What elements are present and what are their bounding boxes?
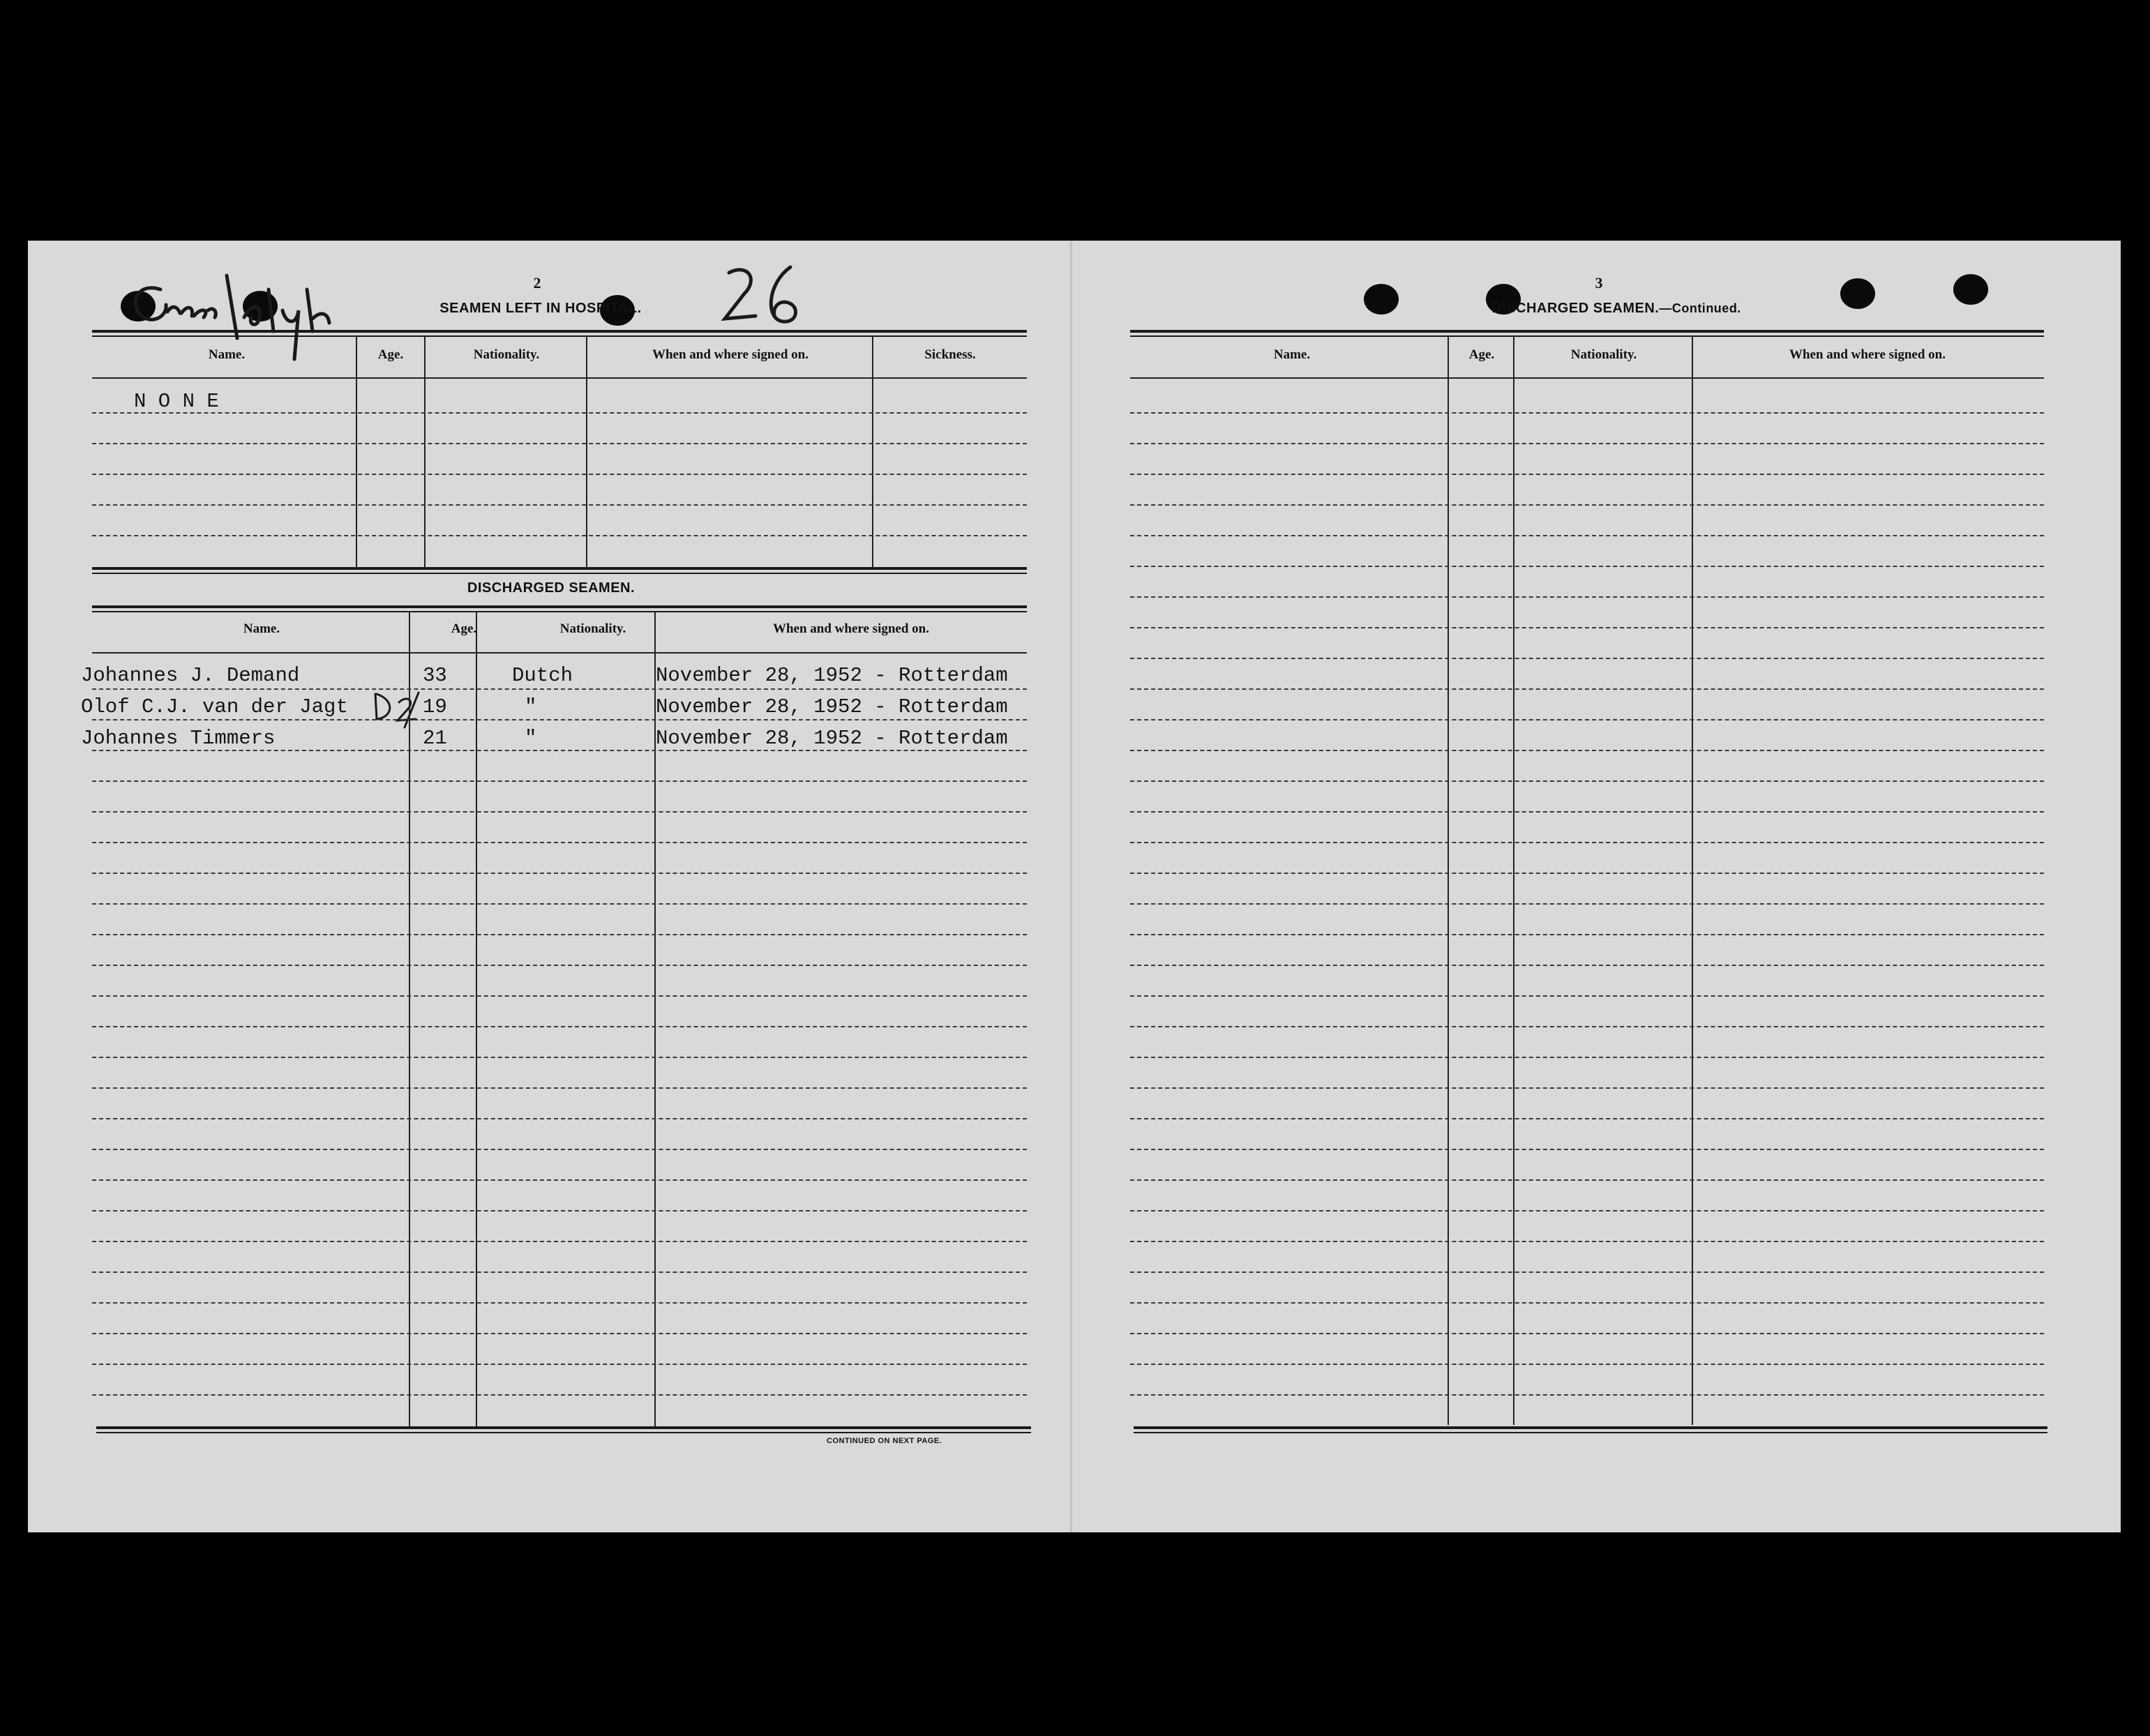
manifest-sheet <box>28 241 2121 1532</box>
ruled-line <box>92 1149 1027 1150</box>
ruled-line <box>92 780 1027 782</box>
ruled-line <box>92 1394 1027 1396</box>
discharged-section-title: DISCHARGED SEAMEN. <box>467 580 636 596</box>
ruled-line <box>1130 658 2044 659</box>
ruled-line <box>92 811 1027 813</box>
seaman-nationality: " <box>525 695 537 718</box>
column-header-name: Name. <box>208 347 246 362</box>
column-header-name: Name. <box>243 621 280 636</box>
ruled-line <box>1130 1118 2044 1119</box>
ruled-line <box>1130 443 2044 444</box>
ruled-line <box>1130 474 2044 475</box>
seaman-name: Johannes Timmers <box>81 727 276 750</box>
column-header-nationality: Nationality. <box>559 621 626 636</box>
ruled-line <box>92 1179 1027 1181</box>
title-text: DISCHARGED SEAMEN. <box>1491 301 1660 316</box>
ruled-line <box>1130 750 2044 751</box>
ruled-line <box>92 1087 1027 1089</box>
column-header-age: Age. <box>1468 347 1495 362</box>
ruled-line <box>1130 965 2044 966</box>
ruled-line <box>1130 1026 2044 1027</box>
ruled-line <box>1130 412 2044 414</box>
ruled-line <box>92 1333 1027 1334</box>
ruled-line <box>92 1057 1027 1058</box>
title-suffix: —Continued. <box>1659 301 1741 315</box>
ruled-line <box>92 1118 1027 1119</box>
ruled-line <box>92 1271 1027 1273</box>
seaman-signed-on: November 28, 1952 - Rotterdam <box>656 695 1008 718</box>
ruled-line <box>1130 1333 2044 1334</box>
column-header-nationality: Nationality. <box>1570 347 1637 362</box>
ruled-line <box>1130 688 2044 690</box>
column-header-sickness: Sickness. <box>924 347 976 362</box>
ruled-line <box>1130 842 2044 843</box>
ruled-line <box>1130 780 2044 782</box>
ruled-line <box>1130 1241 2044 1242</box>
ruled-line <box>1130 627 2044 628</box>
column-header-signed-on: When and where signed on. <box>772 621 929 636</box>
ruled-line <box>92 1302 1027 1304</box>
ruled-line <box>92 719 1027 720</box>
ruled-line <box>1130 1210 2044 1212</box>
page-number: 3 <box>1595 274 1603 292</box>
ruled-line <box>1130 566 2044 567</box>
ruled-line <box>1130 596 2044 598</box>
ruled-line <box>92 1210 1027 1212</box>
right-page <box>1072 241 2121 1532</box>
column-header-name: Name. <box>1273 347 1311 362</box>
ruled-line <box>92 873 1027 874</box>
ruled-line <box>92 965 1027 966</box>
column-header-nationality: Nationality. <box>473 347 540 362</box>
seaman-signed-on: November 28, 1952 - Rotterdam <box>656 664 1008 687</box>
ruled-line <box>1130 903 2044 905</box>
ruled-line <box>92 903 1027 905</box>
ruled-line <box>1130 535 2044 536</box>
ruled-line <box>1130 1057 2044 1058</box>
ruled-line <box>92 1241 1027 1242</box>
ruled-line <box>92 1364 1027 1365</box>
ruled-line <box>1130 1179 2044 1181</box>
seaman-name: Johannes J. Demand <box>81 664 300 687</box>
ruled-line <box>92 934 1027 935</box>
ruled-line <box>1130 1087 2044 1089</box>
ruled-line <box>1130 1149 2044 1150</box>
page-number: 2 <box>533 274 541 292</box>
ruled-line <box>92 750 1027 751</box>
ruled-line <box>1130 1271 2044 1273</box>
ruled-line <box>1130 504 2044 506</box>
ruled-line <box>92 1026 1027 1027</box>
ruled-line <box>1130 934 2044 935</box>
ruled-line <box>1130 1364 2044 1365</box>
column-header-signed-on: When and where signed on. <box>652 347 809 362</box>
hospital-none-entry: N O N E <box>134 390 219 413</box>
seaman-nationality: " <box>525 727 537 750</box>
ruled-line <box>1130 995 2044 997</box>
column-header-age: Age. <box>377 347 404 362</box>
ruled-line <box>1130 1394 2044 1396</box>
ruled-line <box>92 688 1027 690</box>
ruled-line <box>92 995 1027 997</box>
ruled-line <box>1130 811 2044 813</box>
ruled-line <box>1130 719 2044 720</box>
discharged-continued-title <box>1442 301 1791 317</box>
ruled-line <box>1130 873 2044 874</box>
seaman-nationality: Dutch <box>512 664 573 687</box>
continued-note: CONTINUED ON NEXT PAGE. <box>827 1437 942 1445</box>
seaman-signed-on: November 28, 1952 - Rotterdam <box>656 727 1008 750</box>
seaman-age: 33 <box>423 664 447 687</box>
left-page <box>28 241 1070 1532</box>
hospital-section-title: SEAMEN LEFT IN HOSPITAL. <box>439 301 642 316</box>
column-header-signed-on: When and where signed on. <box>1789 347 1946 362</box>
ruled-line <box>1130 1302 2044 1304</box>
seaman-age: 19 <box>423 695 447 718</box>
ruled-line <box>92 842 1027 843</box>
seaman-age: 21 <box>423 727 447 750</box>
seaman-name: Olof C.J. van der Jagt <box>81 695 348 718</box>
column-header-age: Age. <box>451 621 477 636</box>
